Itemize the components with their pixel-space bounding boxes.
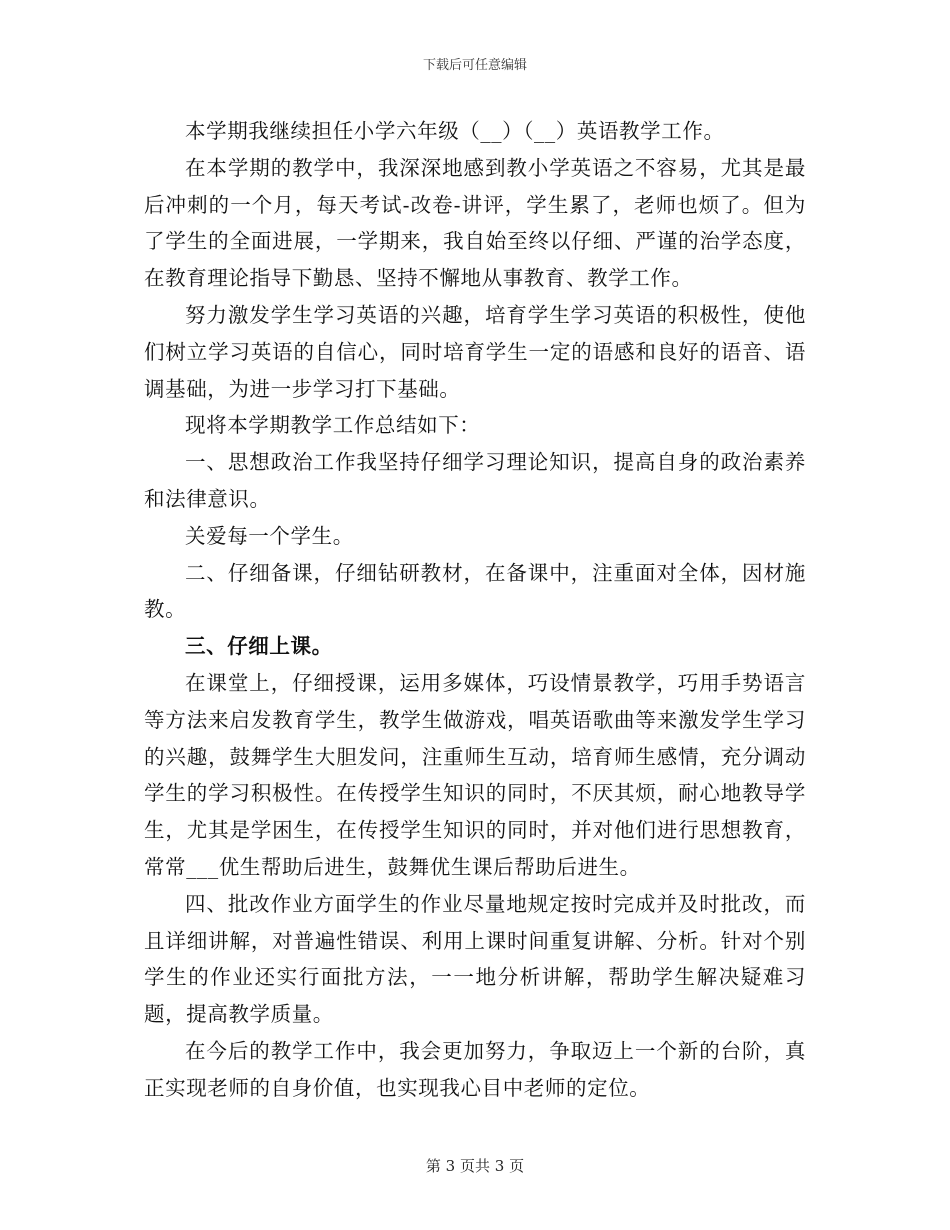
paragraph-summary-lead: 现将本学期教学工作总结如下： [185,413,481,438]
paragraph-teaching-experience: 在本学期的教学中，我深深地感到教小学英语之不容易，尤其是最后冲刺的一个月，每天考试-改卷-讲评，学生累了，老师也烦了。但为了学生的全面进展，一学期来，我自始至终以仔细、严谨的治学态度，在教育理论指导下勤恳、坚持不懈地从事教育、教学工作。 [144,155,806,291]
paragraph-interest: 努力激发学生学习英语的兴趣，培育学生学习英语的积极性，使他们树立学习英语的自信心，同时培育学生一定的语感和良好的语音、语调基础，为进一步学习打下基础。 [144,302,806,401]
paragraph-care: 关爱每一个学生。 [185,523,354,548]
paragraph-section-2: 二、仔细备课，仔细钻研教材，在备课中，注重面对全体，因材施教。 [144,560,806,622]
paragraph-classroom: 在课堂上，仔细授课，运用多媒体，巧设情景教学，巧用手势语言等方法来启发教育学生，教学生做游戏，唱英语歌曲等来激发学生学习的兴趣，鼓舞学生大胆发问，注重师生互动，培育师生感情，充分调动学生的学习积极性。在传授学生知识的同时，不厌其烦，耐心地教导学生，尤其是学困生，在传授学生知识的同时，并对他们进行思想教育，常常___优生帮助后进生，鼓舞优生课后帮助后进生。 [144,670,806,879]
section-heading-3: 三、仔细上课。 [185,634,333,659]
paragraph-section-1: 一、思想政治工作我坚持仔细学习理论知识，提高自身的政治素养和法律意识。 [144,450,806,511]
paragraph-conclusion: 在今后的教学工作中，我会更加努力，争取迈上一个新的台阶，真正实现老师的自身价值，也实现我心目中老师的定位。 [144,1038,806,1100]
page-header: 下载后可任意编辑 [422,58,527,73]
paragraph-intro: 本学期我继续担任小学六年级（__）（__）英语教学工作。 [185,119,725,143]
paragraph-section-4: 四、批改作业方面学生的作业尽量地规定按时完成并及时批改，而且详细讲解，对普遍性错误、利用上课时间重复讲解、分析。针对个别学生的作业还实行面批方法，一一地分析讲解，帮助学生解决疑难习题，提高教学质量。 [144,891,806,1027]
document-body [144,113,806,1107]
page-footer: 第 3 页共 3 页 [425,1157,525,1175]
